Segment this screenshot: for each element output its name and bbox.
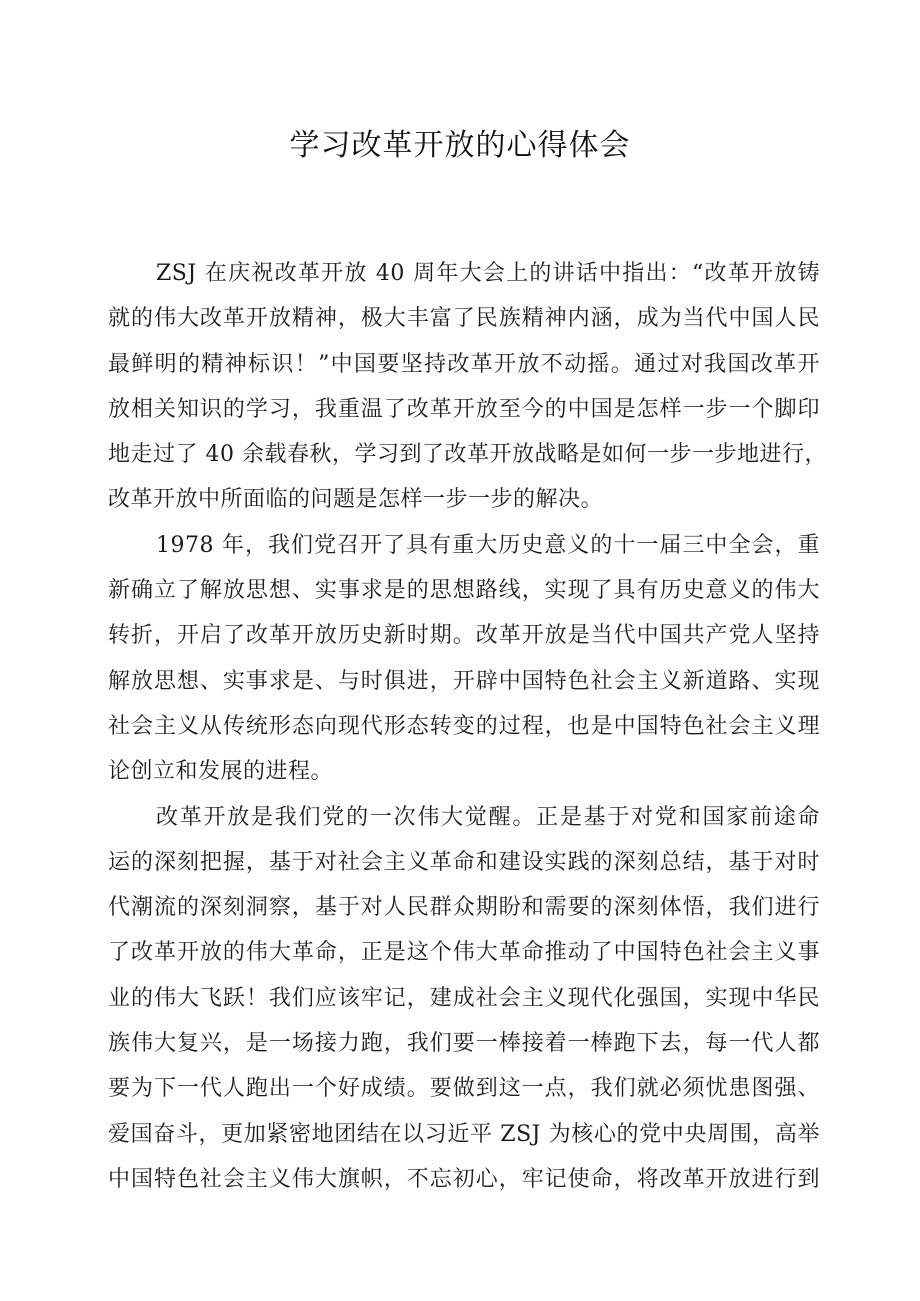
- paragraph-line: 放相关知识的学习，我重温了改革开放至今的中国是怎样一步一个脚印: [108, 396, 820, 422]
- paragraph-line: 爱国奋斗，更加紧密地团结在以习近平 ZSJ 为核心的党中央周围，高举: [108, 1121, 820, 1147]
- paragraph-line: 最鲜明的精神标识！”中国要坚持改革开放不动摇。通过对我国改革开: [108, 351, 820, 377]
- paragraph-line: 论创立和发展的进程。: [108, 759, 334, 785]
- document-body: [108, 251, 827, 1202]
- paragraph-line: 族伟大复兴，是一场接力跑，我们要一棒接着一棒跑下去，每一代人都: [108, 1031, 820, 1057]
- paragraph-1: [108, 251, 827, 523]
- paragraph-line: 代潮流的深刻洞察，基于对人民群众期盼和需要的深刻体悟，我们进行: [108, 895, 820, 921]
- paragraph-line: 业的伟大飞跃！我们应该牢记，建成社会主义现代化强国，实现中华民: [108, 985, 820, 1011]
- paragraph-line: 改革开放中所面临的问题是怎样一步一步的解决。: [108, 487, 604, 513]
- paragraph-line: 解放思想、实事求是、与时俱进，开辟中国特色社会主义新道路、实现: [108, 668, 820, 694]
- paragraph-line: 了改革开放的伟大革命，正是这个伟大革命推动了中国特色社会主义事: [108, 940, 820, 966]
- paragraph-line: 就的伟大改革开放精神，极大丰富了民族精神内涵，成为当代中国人民: [108, 306, 820, 332]
- paragraph-line: 1978 年，我们党召开了具有重大历史意义的十一届三中全会，重: [156, 532, 820, 558]
- paragraph-line: ZSJ 在庆祝改革开放 40 周年大会上的讲话中指出：“改革开放铸: [156, 261, 820, 286]
- paragraph-3: [108, 795, 820, 1203]
- paragraph-line: 地走过了 40 余载春秋，学习到了改革开放战略是如何一步一步地进行，: [108, 442, 827, 468]
- paragraph-line: 要为下一代人跑出一个好成绩。要做到这一点，我们就必须忧患图强、: [108, 1076, 820, 1102]
- paragraph-line: 新确立了解放思想、实事求是的思想路线，实现了具有历史意义的伟大: [108, 578, 820, 604]
- paragraph-line: 社会主义从传统形态向现代形态转变的过程，也是中国特色社会主义理: [108, 713, 820, 739]
- paragraph-2: [108, 523, 820, 795]
- paragraph-line: 改革开放是我们党的一次伟大觉醒。正是基于对党和国家前途命: [156, 804, 820, 830]
- document-title: 学习改革开放的心得体会: [289, 128, 631, 163]
- paragraph-line: 中国特色社会主义伟大旗帜，不忘初心，牢记使命，将改革开放进行到: [108, 1166, 820, 1192]
- paragraph-line: 转折，开启了改革开放历史新时期。改革开放是当代中国共产党人坚持: [108, 623, 820, 649]
- paragraph-line: 运的深刻把握，基于对社会主义革命和建设实践的深刻总结，基于对时: [108, 849, 820, 875]
